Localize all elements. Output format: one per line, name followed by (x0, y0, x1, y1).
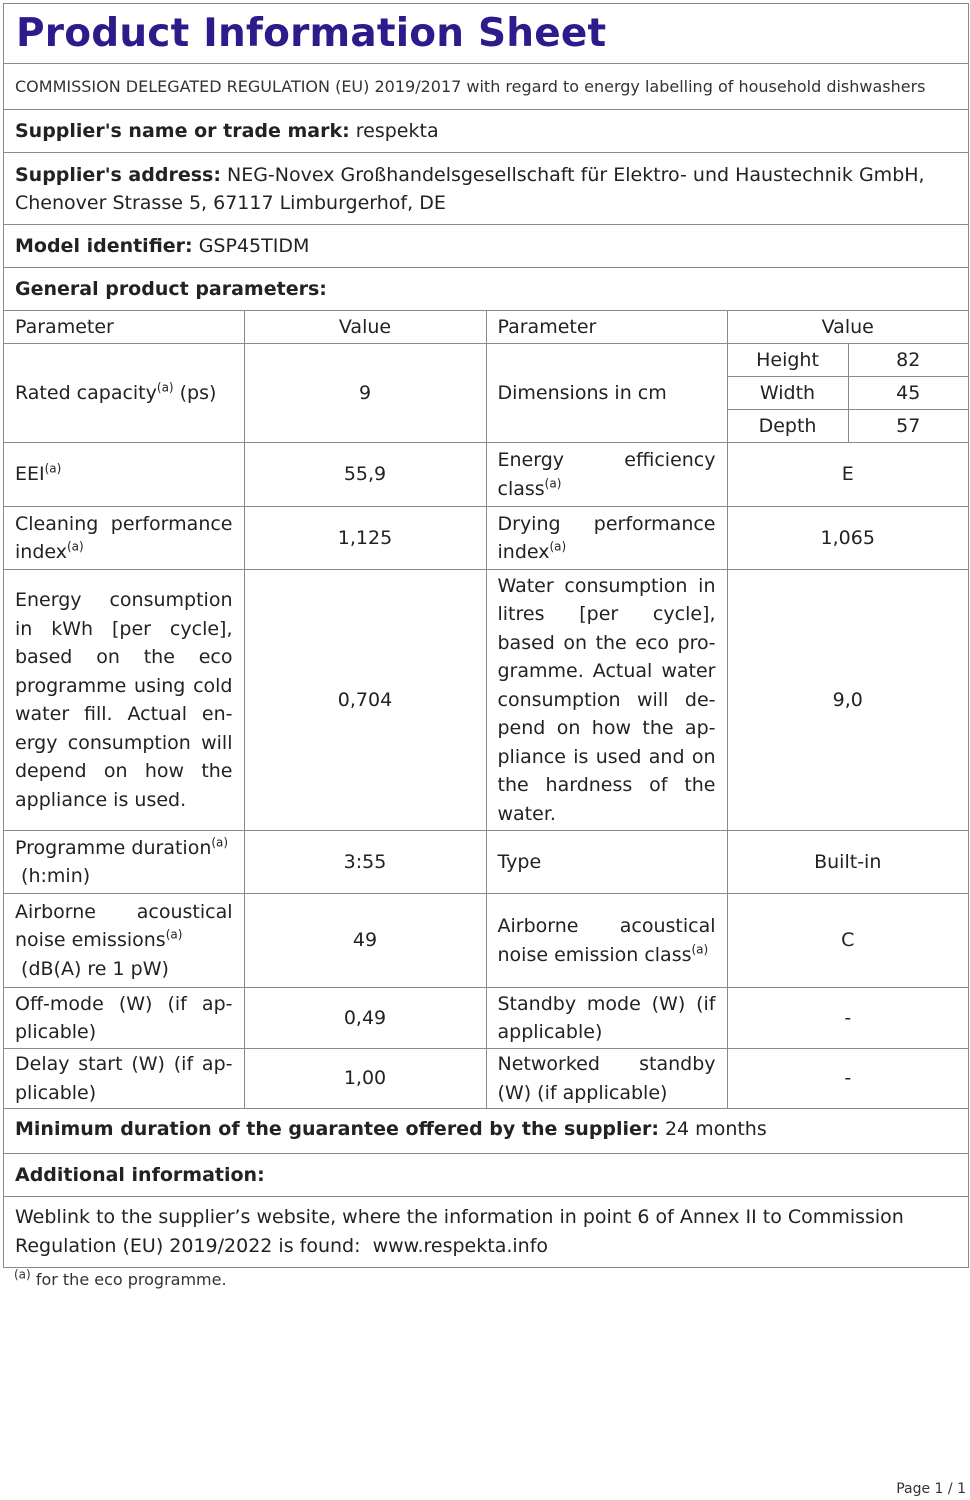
general-parameters-label: General product parameters: (15, 278, 327, 300)
energy-class-value: E (727, 443, 968, 507)
drying-index-text: Drying performance index (497, 512, 716, 563)
standby-value: - (727, 988, 968, 1049)
noise-label (4, 894, 244, 988)
product-information-sheet (3, 3, 969, 1268)
type-label: Type (486, 831, 727, 894)
footnote-ref: (a) (691, 942, 709, 957)
energy-consumption-value: 0,704 (244, 570, 486, 831)
rated-capacity-value: 9 (244, 344, 486, 443)
depth-value: 57 (848, 410, 968, 443)
eei-label (4, 443, 244, 507)
supplier-address-line1: NEG-Novex Großhandelsgesellschaft für Elektro- und Haustechnik GmbH, (226, 164, 925, 186)
cleaning-index-text: Cleaning performance index (15, 512, 233, 563)
regulation-reference: COMMISSION DELEGATED REGULATION (EU) 2019/2017 with regard to energy labelling of household dishwashers (4, 63, 968, 109)
drying-index-value: 1,065 (727, 507, 968, 570)
networked-standby-value: - (727, 1049, 968, 1109)
footnote-ref: (a) (211, 835, 229, 850)
guarantee-label: Minimum duration of the guarantee offered by the supplier: (15, 1118, 659, 1140)
energy-class-text: Energy efficiency class (497, 449, 716, 500)
table-row (4, 831, 968, 894)
table-row (4, 570, 968, 831)
footnote (14, 1267, 227, 1289)
footnote-ref: (a) (66, 539, 84, 554)
page-title: Product Information Sheet (16, 11, 607, 56)
footnote-ref: (a) (156, 380, 174, 395)
footnote-ref: (a) (549, 539, 567, 554)
model-identifier-row (4, 224, 968, 267)
energy-consumption-label: Energy consumption in kWh [per cycle], based on the eco programme using cold water fill. Actual energy consumption will depend on how the appliance is used. (4, 570, 244, 831)
table-row (4, 344, 968, 377)
standby-label: Standby mode (W) (if applicable) (486, 988, 727, 1049)
footnote-ref: (a) (44, 461, 62, 476)
header-parameter-1: Parameter (4, 311, 244, 344)
height-label: Height (727, 344, 848, 377)
guarantee-value: 24 months (664, 1118, 767, 1140)
rated-capacity-label (4, 344, 244, 443)
footnote-ref: (a) (165, 927, 183, 942)
type-value: Built-in (727, 831, 968, 894)
guarantee-row (4, 1109, 968, 1153)
height-value: 82 (848, 344, 968, 377)
model-identifier-value: GSP45TIDM (198, 235, 310, 257)
dimensions-label: Dimensions in cm (486, 344, 727, 443)
width-label: Width (727, 377, 848, 410)
table-row (4, 443, 968, 507)
table-header-row (4, 311, 968, 344)
noise-class-text: Airborne acoustical noise emission class (497, 915, 716, 966)
supplier-website-link[interactable]: www.respekta.info (372, 1235, 549, 1257)
page-number: Page 1 / 1 (896, 1481, 966, 1497)
table-row (4, 894, 968, 988)
table-row (4, 988, 968, 1049)
noise-class-label (486, 894, 727, 988)
cleaning-index-value: 1,125 (244, 507, 486, 570)
supplier-address-line2: Chenover Strasse 5, 67117 Limburgerhof, DE (15, 192, 446, 214)
supplier-name-label: Supplier's name or trade mark: (15, 120, 350, 142)
energy-class-label (486, 443, 727, 507)
supplier-address-label: Supplier's address: (15, 164, 221, 186)
water-consumption-value: 9,0 (727, 570, 968, 831)
model-identifier-label: Model identifier: (15, 235, 193, 257)
supplier-address-row (4, 152, 968, 224)
depth-label: Depth (727, 410, 848, 443)
table-row (4, 1049, 968, 1109)
weblink-line2: Regulation (EU) 2019/2022 is found: (15, 1235, 361, 1257)
width-value: 45 (848, 377, 968, 410)
networked-standby-label: Networked standby (W) (if applicable) (486, 1049, 727, 1109)
header-value-1: Value (244, 311, 486, 344)
parameters-table (4, 310, 968, 1109)
table-row (4, 507, 968, 570)
noise-text: Airborne acoustical noise emissions (15, 900, 233, 952)
off-mode-label: Off-mode (W) (if applicable) (4, 988, 244, 1049)
noise-value: 49 (244, 894, 486, 988)
header-value-2: Value (727, 311, 968, 344)
weblink-line1: Weblink to the supplier’s website, where the information in point 6 of Annex II to Commission (15, 1206, 904, 1228)
additional-info-heading (4, 1153, 968, 1196)
programme-duration-unit: (h:min) (21, 865, 91, 887)
eei-value: 55,9 (244, 443, 486, 507)
noise-class-value: C (727, 894, 968, 988)
supplier-name-row (4, 109, 968, 152)
rated-capacity-unit: (ps) (173, 381, 217, 404)
off-mode-value: 0,49 (244, 988, 486, 1049)
footnote-text: for the eco programme. (35, 1270, 227, 1289)
programme-duration-text: Programme duration (15, 836, 212, 859)
supplier-name-value: respekta (355, 120, 439, 142)
programme-duration-value: 3:55 (244, 831, 486, 894)
general-parameters-heading (4, 267, 968, 310)
cleaning-index-label (4, 507, 244, 570)
noise-unit: (dB(A) re 1 pW) (21, 957, 169, 980)
delay-start-label: Delay start (W) (if applicable) (4, 1049, 244, 1109)
drying-index-label (486, 507, 727, 570)
weblink-text (15, 1203, 904, 1261)
rated-capacity-text: Rated capacity (15, 381, 157, 404)
additional-info-label: Additional information: (15, 1164, 265, 1186)
weblink-row (4, 1196, 968, 1268)
delay-start-value: 1,00 (244, 1049, 486, 1109)
footnote-mark: (a) (14, 1267, 31, 1282)
header-parameter-2: Parameter (486, 311, 727, 344)
programme-duration-label (4, 831, 244, 894)
footnote-ref: (a) (544, 476, 562, 491)
eei-text: EEI (15, 463, 45, 486)
water-consumption-label: Water consumption in litres [per cycle], based on the eco programme. Actual water consumption will depend on how the appliance is used and on the hardness of the water. (486, 570, 727, 831)
